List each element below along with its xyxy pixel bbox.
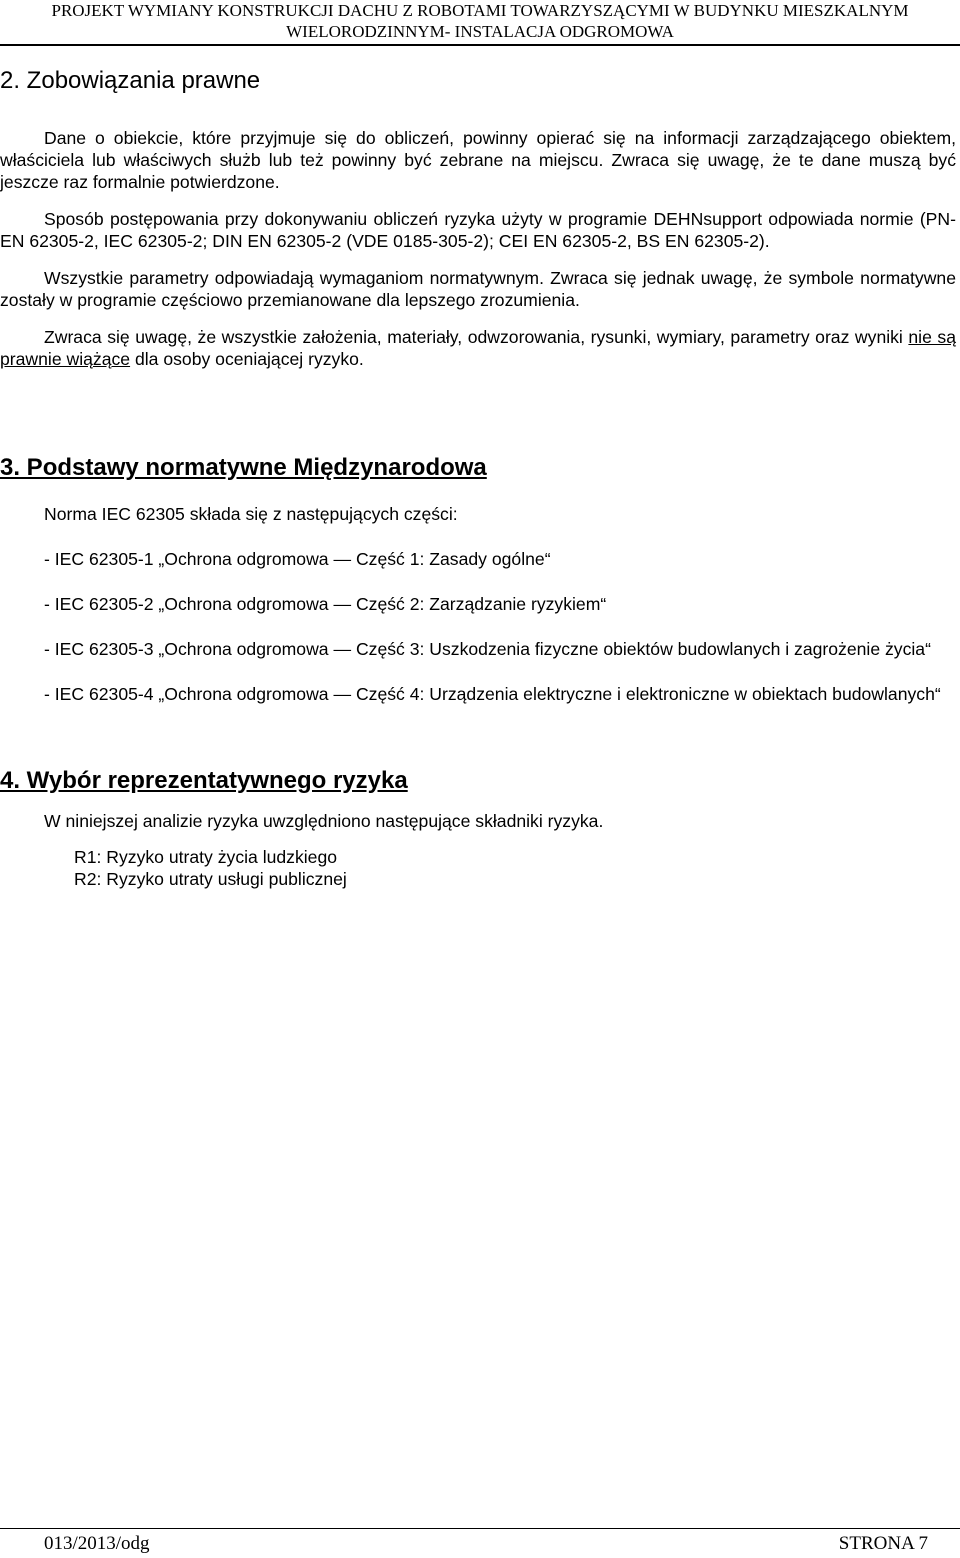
disclaimer-text-start: Zwraca się uwagę, że wszystkie założenia, materiały, odwzorowania, rysunki, wymiary, parametry oraz wyniki (44, 327, 909, 347)
disclaimer-text-end: dla osoby oceniającej ryzyko. (130, 349, 364, 369)
risk-item-r2: R2: Ryzyko utraty usługi publicznej (74, 869, 347, 889)
disclaimer-underlined-text: nie są prawnie wiążące (0, 327, 956, 369)
risk-item-r1: R1: Ryzyko utraty życia ludzkiego (74, 847, 338, 867)
page-header (0, 0, 960, 42)
standard-part-2: - IEC 62305-2 „Ochrona odgromowa — Część 2: Zarządzanie ryzykiem“ (44, 594, 607, 614)
paragraph-legal-disclaimer (0, 326, 956, 370)
section-normative-basis (0, 453, 956, 705)
standard-part-3: - IEC 62305-3 „Ochrona odgromowa — Część 3: Uszkodzenia fizyczne obiektów budowlanych i zagrożenie życia“ (44, 639, 931, 659)
paragraph-parameters: Wszystkie parametry odpowiadają wymaganiom normatywnym. Zwraca się jednak uwagę, że symbole normatywne zostały w programie częściowo przemianowane dla lepszego zrozumienia. (0, 268, 956, 310)
section-representative-risk (0, 766, 956, 890)
page-content (0, 66, 956, 890)
risk-list (0, 846, 956, 890)
standard-intro: Norma IEC 62305 składa się z następujących części: (44, 504, 458, 524)
standard-part-4: - IEC 62305-4 „Ochrona odgromowa — Część 4: Urządzenia elektryczne i elektroniczne w obiektach budowlanych“ (44, 684, 941, 704)
risk-intro: W niniejszej analizie ryzyka uwzględniono następujące składniki ryzyka. (44, 811, 604, 831)
page-number: STRONA 7 (838, 1533, 928, 1554)
paragraph-calculation-method: Sposób postępowania przy dokonywaniu obliczeń ryzyka użyty w programie DEHNsupport odpowiada normie (PN-EN 62305-2, IEC 62305-2; DIN EN 62305-2 (VDE 0185-305-2); CEI EN 62305-2, BS EN 62305-2). (0, 209, 956, 251)
section-4-heading: 4. Wybór reprezentatywnego ryzyka (0, 767, 408, 794)
header-rule (0, 44, 960, 46)
header-line-2: WIELORODZINNYM- INSTALACJA ODGROMOWA (286, 22, 674, 41)
header-line-1: PROJEKT WYMIANY KONSTRUKCJI DACHU Z ROBOTAMI TOWARZYSZĄCYMI W BUDYNKU MIESZKALNYM (51, 1, 909, 20)
footer-rule (0, 1528, 960, 1529)
standard-part-1: - IEC 62305-1 „Ochrona odgromowa — Część 1: Zasady ogólne“ (44, 549, 551, 569)
section-3-heading: 3. Podstawy normatywne Międzynarodowa (0, 454, 487, 481)
section-legal-obligations (0, 66, 956, 370)
section-2-heading: 2. Zobowiązania prawne (0, 67, 261, 94)
paragraph-object-data: Dane o obiekcie, które przyjmuje się do obliczeń, powinny opierać się na informacji zarządzającego obiektem, właściciela lub właściwych służb lub też powinny być zebrane na miejscu. Zwraca się uwagę, że te dane muszą być jeszcze raz formalnie potwierdzone. (0, 128, 956, 192)
document-number: 013/2013/odg (44, 1533, 150, 1554)
